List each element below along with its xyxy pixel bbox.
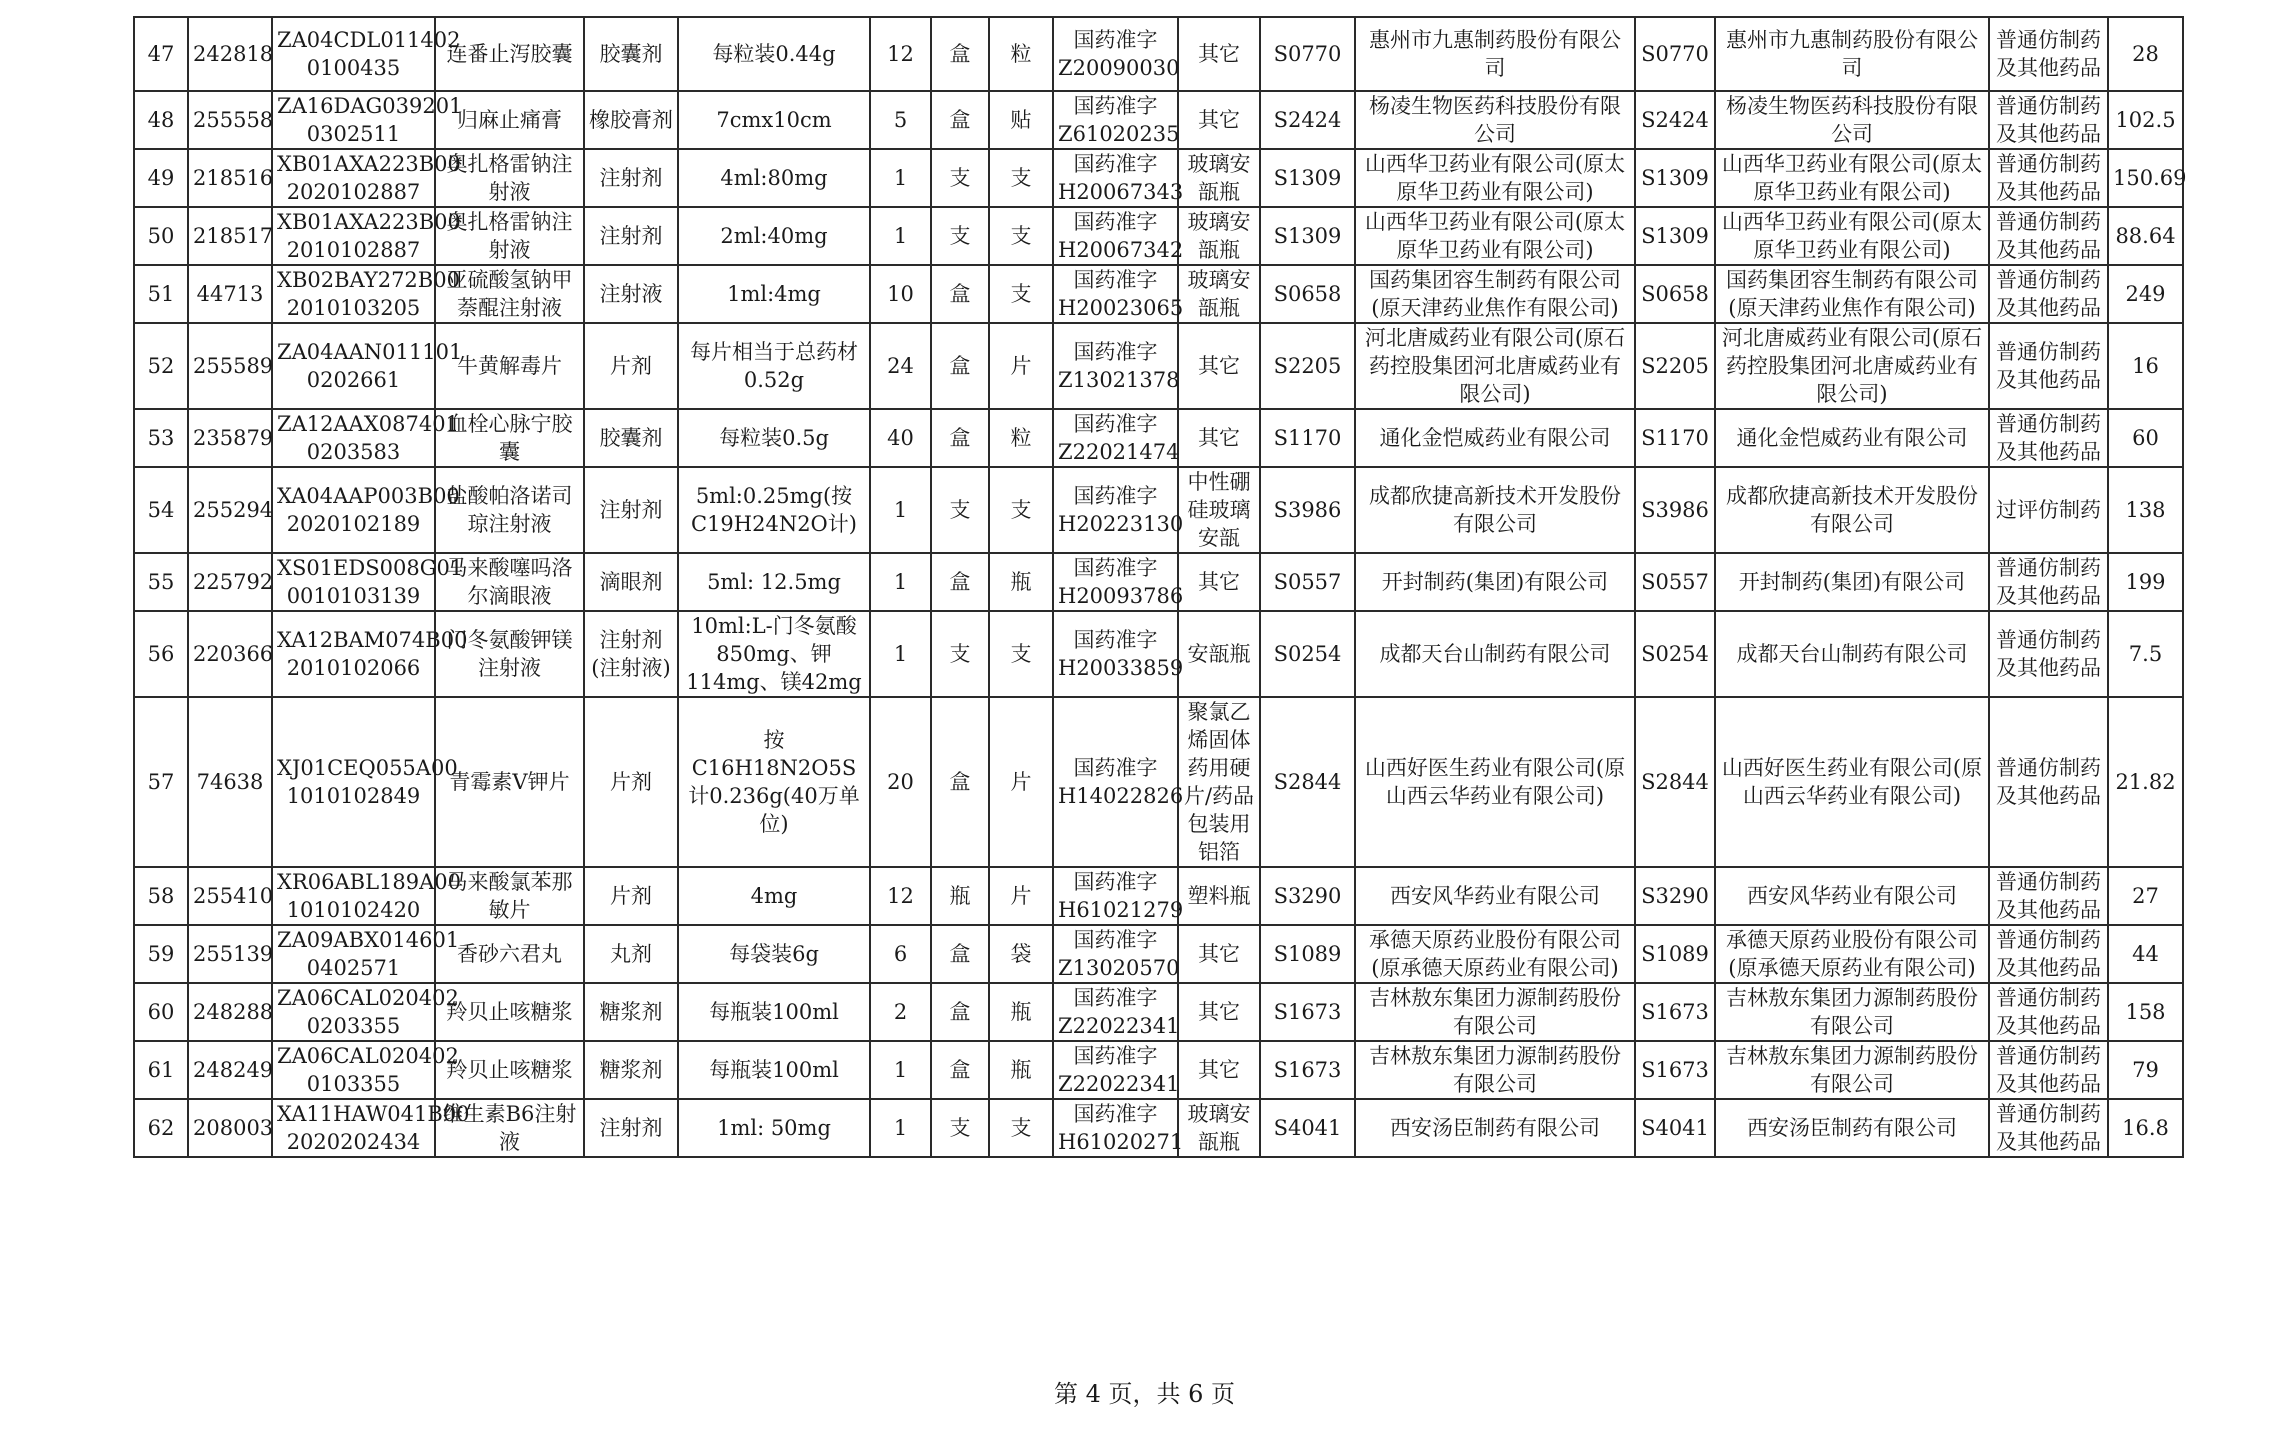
price-cell: 249 bbox=[2108, 265, 2183, 323]
manufacturer-code-cell: S4041 bbox=[1635, 1099, 1715, 1157]
min-unit-cell: 支 bbox=[989, 265, 1053, 323]
specification-cell: 按C16H18N2O5S计0.236g(40万单位) bbox=[678, 697, 870, 867]
drug-name-cell: 血栓心脉宁胶囊 bbox=[435, 409, 584, 467]
price-cell: 27 bbox=[2108, 867, 2183, 925]
drug-code-cell: XB01AXA223B00 2010102887 bbox=[272, 207, 435, 265]
approval-number-cell: 国药准字 H20067343 bbox=[1053, 149, 1178, 207]
table-row bbox=[134, 1041, 2183, 1099]
manufacturer-cell: 山西好医生药业有限公司(原山西云华药业有限公司) bbox=[1715, 697, 1989, 867]
specification-cell: 每瓶装100ml bbox=[678, 1041, 870, 1099]
drug-category-cell: 普通仿制药及其他药品 bbox=[1989, 149, 2108, 207]
drug-category-cell: 普通仿制药及其他药品 bbox=[1989, 697, 2108, 867]
manufacturer-cell: 吉林敖东集团力源制药股份有限公司 bbox=[1715, 1041, 1989, 1099]
drug-name-cell: 牛黄解毒片 bbox=[435, 323, 584, 409]
package-quantity-cell: 10 bbox=[870, 265, 931, 323]
min-unit-cell: 贴 bbox=[989, 91, 1053, 149]
marketing-authorization-holder-cell: 国药集团容生制药有限公司(原天津药业焦作有限公司) bbox=[1355, 265, 1635, 323]
dosage-form-cell: 片剂 bbox=[584, 697, 678, 867]
marketing-authorization-holder-cell: 通化金恺威药业有限公司 bbox=[1355, 409, 1635, 467]
marketing-authorization-holder-cell: 山西好医生药业有限公司(原山西云华药业有限公司) bbox=[1355, 697, 1635, 867]
marketing-authorization-holder-cell: 吉林敖东集团力源制药股份有限公司 bbox=[1355, 1041, 1635, 1099]
drug-category-cell: 普通仿制药及其他药品 bbox=[1989, 611, 2108, 697]
price-cell: 102.5 bbox=[2108, 91, 2183, 149]
row-number-cell: 60 bbox=[134, 983, 188, 1041]
table-row bbox=[134, 323, 2183, 409]
manufacturer-cell: 成都天台山制药有限公司 bbox=[1715, 611, 1989, 697]
price-cell: 60 bbox=[2108, 409, 2183, 467]
price-cell: 88.64 bbox=[2108, 207, 2183, 265]
drug-name-cell: 马来酸氯苯那敏片 bbox=[435, 867, 584, 925]
drug-category-cell: 普通仿制药及其他药品 bbox=[1989, 323, 2108, 409]
drug-code-cell: ZA16DAG039201 0302511 bbox=[272, 91, 435, 149]
specification-cell: 1ml:4mg bbox=[678, 265, 870, 323]
min-unit-cell: 支 bbox=[989, 611, 1053, 697]
min-unit-cell: 支 bbox=[989, 467, 1053, 553]
holder-code-cell: S0658 bbox=[1260, 265, 1355, 323]
drug-category-cell: 普通仿制药及其他药品 bbox=[1989, 1041, 2108, 1099]
product-code-cell: 255139 bbox=[188, 925, 272, 983]
drug-category-cell: 普通仿制药及其他药品 bbox=[1989, 925, 2108, 983]
packaging-material-cell: 聚氯乙烯固体药用硬片/药品包装用铝箔 bbox=[1178, 697, 1260, 867]
package-quantity-cell: 12 bbox=[870, 17, 931, 91]
table-row bbox=[134, 1099, 2183, 1157]
package-quantity-cell: 24 bbox=[870, 323, 931, 409]
approval-number-cell: 国药准字 Z22021474 bbox=[1053, 409, 1178, 467]
manufacturer-cell: 杨凌生物医药科技股份有限公司 bbox=[1715, 91, 1989, 149]
dosage-form-cell: 橡胶膏剂 bbox=[584, 91, 678, 149]
product-code-cell: 225792 bbox=[188, 553, 272, 611]
table-row bbox=[134, 149, 2183, 207]
drug-price-table bbox=[133, 16, 2187, 1158]
min-unit-cell: 片 bbox=[989, 697, 1053, 867]
dosage-form-cell: 胶囊剂 bbox=[584, 409, 678, 467]
approval-number-cell: 国药准字 H20023065 bbox=[1053, 265, 1178, 323]
drug-code-cell: ZA04AAN011101 0202661 bbox=[272, 323, 435, 409]
holder-code-cell: S4041 bbox=[1260, 1099, 1355, 1157]
product-code-cell: 255558 bbox=[188, 91, 272, 149]
manufacturer-cell: 吉林敖东集团力源制药股份有限公司 bbox=[1715, 983, 1989, 1041]
package-quantity-cell: 1 bbox=[870, 611, 931, 697]
table-row bbox=[134, 553, 2183, 611]
dosage-form-cell: 丸剂 bbox=[584, 925, 678, 983]
price-cell: 21.82 bbox=[2108, 697, 2183, 867]
drug-name-cell: 奥扎格雷钠注射液 bbox=[435, 149, 584, 207]
row-number-cell: 49 bbox=[134, 149, 188, 207]
min-unit-cell: 片 bbox=[989, 323, 1053, 409]
approval-number-cell: 国药准字 Z20090030 bbox=[1053, 17, 1178, 91]
drug-name-cell: 奥扎格雷钠注射液 bbox=[435, 207, 584, 265]
manufacturer-cell: 开封制药(集团)有限公司 bbox=[1715, 553, 1989, 611]
dosage-form-cell: 滴眼剂 bbox=[584, 553, 678, 611]
min-unit-cell: 瓶 bbox=[989, 1041, 1053, 1099]
drug-code-cell: ZA04CDL011402 0100435 bbox=[272, 17, 435, 91]
packaging-material-cell: 中性硼硅玻璃安瓿 bbox=[1178, 467, 1260, 553]
drug-code-cell: ZA09ABX014601 0402571 bbox=[272, 925, 435, 983]
approval-number-cell: 国药准字 Z22022341 bbox=[1053, 983, 1178, 1041]
holder-code-cell: S1309 bbox=[1260, 149, 1355, 207]
package-unit-cell: 支 bbox=[931, 1099, 989, 1157]
package-unit-cell: 支 bbox=[931, 149, 989, 207]
drug-category-cell: 普通仿制药及其他药品 bbox=[1989, 207, 2108, 265]
packaging-material-cell: 玻璃安瓿瓶 bbox=[1178, 207, 1260, 265]
specification-cell: 1ml: 50mg bbox=[678, 1099, 870, 1157]
packaging-material-cell: 玻璃安瓿瓶 bbox=[1178, 149, 1260, 207]
package-quantity-cell: 2 bbox=[870, 983, 931, 1041]
row-number-cell: 62 bbox=[134, 1099, 188, 1157]
package-quantity-cell: 1 bbox=[870, 1041, 931, 1099]
dosage-form-cell: 注射剂 bbox=[584, 1099, 678, 1157]
marketing-authorization-holder-cell: 惠州市九惠制药股份有限公司 bbox=[1355, 17, 1635, 91]
min-unit-cell: 瓶 bbox=[989, 983, 1053, 1041]
row-number-cell: 56 bbox=[134, 611, 188, 697]
package-unit-cell: 盒 bbox=[931, 1041, 989, 1099]
table-row bbox=[134, 697, 2183, 867]
min-unit-cell: 粒 bbox=[989, 17, 1053, 91]
holder-code-cell: S0254 bbox=[1260, 611, 1355, 697]
package-quantity-cell: 1 bbox=[870, 207, 931, 265]
approval-number-cell: 国药准字 Z61020235 bbox=[1053, 91, 1178, 149]
packaging-material-cell: 其它 bbox=[1178, 409, 1260, 467]
product-code-cell: 248249 bbox=[188, 1041, 272, 1099]
specification-cell: 5ml: 12.5mg bbox=[678, 553, 870, 611]
table-row bbox=[134, 867, 2183, 925]
row-number-cell: 58 bbox=[134, 867, 188, 925]
min-unit-cell: 支 bbox=[989, 207, 1053, 265]
packaging-material-cell: 其它 bbox=[1178, 925, 1260, 983]
manufacturer-code-cell: S1673 bbox=[1635, 983, 1715, 1041]
drug-code-cell: XA12BAM074B00 2010102066 bbox=[272, 611, 435, 697]
specification-cell: 4ml:80mg bbox=[678, 149, 870, 207]
product-code-cell: 255294 bbox=[188, 467, 272, 553]
specification-cell: 2ml:40mg bbox=[678, 207, 870, 265]
packaging-material-cell: 其它 bbox=[1178, 1041, 1260, 1099]
manufacturer-cell: 成都欣捷高新技术开发股份有限公司 bbox=[1715, 467, 1989, 553]
row-number-cell: 54 bbox=[134, 467, 188, 553]
specification-cell: 每粒装0.5g bbox=[678, 409, 870, 467]
drug-category-cell: 普通仿制药及其他药品 bbox=[1989, 1099, 2108, 1157]
holder-code-cell: S2844 bbox=[1260, 697, 1355, 867]
table-row bbox=[134, 207, 2183, 265]
package-quantity-cell: 6 bbox=[870, 925, 931, 983]
package-quantity-cell: 12 bbox=[870, 867, 931, 925]
dosage-form-cell: 注射液 bbox=[584, 265, 678, 323]
packaging-material-cell: 其它 bbox=[1178, 983, 1260, 1041]
product-code-cell: 220366 bbox=[188, 611, 272, 697]
approval-number-cell: 国药准字 H20033859 bbox=[1053, 611, 1178, 697]
holder-code-cell: S1089 bbox=[1260, 925, 1355, 983]
dosage-form-cell: 片剂 bbox=[584, 867, 678, 925]
product-code-cell: 218517 bbox=[188, 207, 272, 265]
drug-code-cell: XA11HAW041B00 2020202434 bbox=[272, 1099, 435, 1157]
holder-code-cell: S3290 bbox=[1260, 867, 1355, 925]
manufacturer-cell: 山西华卫药业有限公司(原太原华卫药业有限公司) bbox=[1715, 207, 1989, 265]
manufacturer-code-cell: S1309 bbox=[1635, 207, 1715, 265]
specification-cell: 每片相当于总药材0.52g bbox=[678, 323, 870, 409]
table-row bbox=[134, 983, 2183, 1041]
approval-number-cell: 国药准字 Z13021378 bbox=[1053, 323, 1178, 409]
manufacturer-code-cell: S1309 bbox=[1635, 149, 1715, 207]
product-code-cell: 255410 bbox=[188, 867, 272, 925]
price-cell: 44 bbox=[2108, 925, 2183, 983]
drug-category-cell: 普通仿制药及其他药品 bbox=[1989, 409, 2108, 467]
marketing-authorization-holder-cell: 承德天原药业股份有限公司(原承德天原药业有限公司) bbox=[1355, 925, 1635, 983]
manufacturer-cell: 惠州市九惠制药股份有限公司 bbox=[1715, 17, 1989, 91]
holder-code-cell: S1309 bbox=[1260, 207, 1355, 265]
manufacturer-code-cell: S2844 bbox=[1635, 697, 1715, 867]
row-number-cell: 48 bbox=[134, 91, 188, 149]
specification-cell: 每瓶装100ml bbox=[678, 983, 870, 1041]
manufacturer-cell: 承德天原药业股份有限公司(原承德天原药业有限公司) bbox=[1715, 925, 1989, 983]
holder-code-cell: S2424 bbox=[1260, 91, 1355, 149]
manufacturer-cell: 国药集团容生制药有限公司(原天津药业焦作有限公司) bbox=[1715, 265, 1989, 323]
package-unit-cell: 盒 bbox=[931, 323, 989, 409]
approval-number-cell: 国药准字 H61021279 bbox=[1053, 867, 1178, 925]
row-number-cell: 52 bbox=[134, 323, 188, 409]
packaging-material-cell: 其它 bbox=[1178, 553, 1260, 611]
packaging-material-cell: 玻璃安瓿瓶 bbox=[1178, 1099, 1260, 1157]
table-row bbox=[134, 17, 2183, 91]
holder-code-cell: S1673 bbox=[1260, 1041, 1355, 1099]
manufacturer-code-cell: S3290 bbox=[1635, 867, 1715, 925]
drug-code-cell: XB02BAY272B00 2010103205 bbox=[272, 265, 435, 323]
manufacturer-code-cell: S2424 bbox=[1635, 91, 1715, 149]
drug-code-cell: XA04AAP003B00 2020102189 bbox=[272, 467, 435, 553]
package-quantity-cell: 20 bbox=[870, 697, 931, 867]
manufacturer-code-cell: S1673 bbox=[1635, 1041, 1715, 1099]
dosage-form-cell: 注射剂 bbox=[584, 467, 678, 553]
approval-number-cell: 国药准字 H20223130 bbox=[1053, 467, 1178, 553]
table-row bbox=[134, 409, 2183, 467]
specification-cell: 每粒装0.44g bbox=[678, 17, 870, 91]
package-unit-cell: 支 bbox=[931, 467, 989, 553]
package-quantity-cell: 1 bbox=[870, 467, 931, 553]
approval-number-cell: 国药准字 Z13020570 bbox=[1053, 925, 1178, 983]
specification-cell: 4mg bbox=[678, 867, 870, 925]
marketing-authorization-holder-cell: 杨凌生物医药科技股份有限公司 bbox=[1355, 91, 1635, 149]
manufacturer-code-cell: S0557 bbox=[1635, 553, 1715, 611]
product-code-cell: 235879 bbox=[188, 409, 272, 467]
marketing-authorization-holder-cell: 成都天台山制药有限公司 bbox=[1355, 611, 1635, 697]
package-unit-cell: 盒 bbox=[931, 983, 989, 1041]
drug-category-cell: 过评仿制药 bbox=[1989, 467, 2108, 553]
min-unit-cell: 支 bbox=[989, 149, 1053, 207]
dosage-form-cell: 糖浆剂 bbox=[584, 1041, 678, 1099]
drug-code-cell: ZA06CAL020402 0203355 bbox=[272, 983, 435, 1041]
table-row bbox=[134, 91, 2183, 149]
package-unit-cell: 盒 bbox=[931, 91, 989, 149]
drug-name-cell: 青霉素V钾片 bbox=[435, 697, 584, 867]
product-code-cell: 218516 bbox=[188, 149, 272, 207]
price-cell: 16.8 bbox=[2108, 1099, 2183, 1157]
price-cell: 7.5 bbox=[2108, 611, 2183, 697]
package-unit-cell: 盒 bbox=[931, 265, 989, 323]
holder-code-cell: S0557 bbox=[1260, 553, 1355, 611]
marketing-authorization-holder-cell: 山西华卫药业有限公司(原太原华卫药业有限公司) bbox=[1355, 149, 1635, 207]
marketing-authorization-holder-cell: 西安风华药业有限公司 bbox=[1355, 867, 1635, 925]
approval-number-cell: 国药准字 H20067342 bbox=[1053, 207, 1178, 265]
specification-cell: 每袋装6g bbox=[678, 925, 870, 983]
table-row bbox=[134, 467, 2183, 553]
row-number-cell: 57 bbox=[134, 697, 188, 867]
drug-code-cell: XR06ABL189A00 1010102420 bbox=[272, 867, 435, 925]
package-unit-cell: 瓶 bbox=[931, 867, 989, 925]
specification-cell: 10ml:L-门冬氨酸850mg、钾114mg、镁42mg bbox=[678, 611, 870, 697]
row-number-cell: 61 bbox=[134, 1041, 188, 1099]
row-number-cell: 53 bbox=[134, 409, 188, 467]
drug-name-cell: 盐酸帕洛诺司琼注射液 bbox=[435, 467, 584, 553]
table-row bbox=[134, 925, 2183, 983]
price-cell: 199 bbox=[2108, 553, 2183, 611]
price-cell: 158 bbox=[2108, 983, 2183, 1041]
packaging-material-cell: 其它 bbox=[1178, 91, 1260, 149]
package-quantity-cell: 1 bbox=[870, 1099, 931, 1157]
package-unit-cell: 盒 bbox=[931, 697, 989, 867]
table-row bbox=[134, 265, 2183, 323]
drug-category-cell: 普通仿制药及其他药品 bbox=[1989, 265, 2108, 323]
package-quantity-cell: 1 bbox=[870, 553, 931, 611]
marketing-authorization-holder-cell: 西安汤臣制药有限公司 bbox=[1355, 1099, 1635, 1157]
drug-name-cell: 香砂六君丸 bbox=[435, 925, 584, 983]
row-number-cell: 55 bbox=[134, 553, 188, 611]
drug-code-cell: XS01EDS008G01 0010103139 bbox=[272, 553, 435, 611]
drug-category-cell: 普通仿制药及其他药品 bbox=[1989, 867, 2108, 925]
marketing-authorization-holder-cell: 山西华卫药业有限公司(原太原华卫药业有限公司) bbox=[1355, 207, 1635, 265]
min-unit-cell: 粒 bbox=[989, 409, 1053, 467]
drug-name-cell: 羚贝止咳糖浆 bbox=[435, 1041, 584, 1099]
drug-name-cell: 马来酸噻吗洛尔滴眼液 bbox=[435, 553, 584, 611]
approval-number-cell: 国药准字 H20093786 bbox=[1053, 553, 1178, 611]
packaging-material-cell: 安瓿瓶 bbox=[1178, 611, 1260, 697]
manufacturer-code-cell: S2205 bbox=[1635, 323, 1715, 409]
dosage-form-cell: 片剂 bbox=[584, 323, 678, 409]
dosage-form-cell: 胶囊剂 bbox=[584, 17, 678, 91]
marketing-authorization-holder-cell: 吉林敖东集团力源制药股份有限公司 bbox=[1355, 983, 1635, 1041]
table-body bbox=[134, 17, 2187, 1157]
holder-code-cell: S0770 bbox=[1260, 17, 1355, 91]
min-unit-cell: 袋 bbox=[989, 925, 1053, 983]
price-cell: 79 bbox=[2108, 1041, 2183, 1099]
page-footer: 第 4 页，共 6 页 bbox=[1053, 1380, 1236, 1408]
min-unit-cell: 支 bbox=[989, 1099, 1053, 1157]
drug-name-cell: 门冬氨酸钾镁注射液 bbox=[435, 611, 584, 697]
holder-code-cell: S1673 bbox=[1260, 983, 1355, 1041]
price-cell: 16 bbox=[2108, 323, 2183, 409]
drug-code-cell: ZA12AAX087401 0203583 bbox=[272, 409, 435, 467]
holder-code-cell: S2205 bbox=[1260, 323, 1355, 409]
dosage-form-cell: 注射剂 bbox=[584, 149, 678, 207]
marketing-authorization-holder-cell: 河北唐威药业有限公司(原石药控股集团河北唐威药业有限公司) bbox=[1355, 323, 1635, 409]
approval-number-cell: 国药准字 Z22022341 bbox=[1053, 1041, 1178, 1099]
min-unit-cell: 片 bbox=[989, 867, 1053, 925]
price-cell: 150.69 bbox=[2108, 149, 2183, 207]
product-code-cell: 242818 bbox=[188, 17, 272, 91]
package-quantity-cell: 40 bbox=[870, 409, 931, 467]
drug-name-cell: 维生素B6注射液 bbox=[435, 1099, 584, 1157]
drug-category-cell: 普通仿制药及其他药品 bbox=[1989, 91, 2108, 149]
manufacturer-code-cell: S3986 bbox=[1635, 467, 1715, 553]
specification-cell: 5ml:0.25mg(按C19H24N2O计) bbox=[678, 467, 870, 553]
drug-name-cell: 羚贝止咳糖浆 bbox=[435, 983, 584, 1041]
manufacturer-cell: 西安汤臣制药有限公司 bbox=[1715, 1099, 1989, 1157]
drug-name-cell: 归麻止痛膏 bbox=[435, 91, 584, 149]
holder-code-cell: S3986 bbox=[1260, 467, 1355, 553]
price-cell: 138 bbox=[2108, 467, 2183, 553]
approval-number-cell: 国药准字 H14022826 bbox=[1053, 697, 1178, 867]
package-unit-cell: 盒 bbox=[931, 553, 989, 611]
holder-code-cell: S1170 bbox=[1260, 409, 1355, 467]
packaging-material-cell: 其它 bbox=[1178, 323, 1260, 409]
marketing-authorization-holder-cell: 开封制药(集团)有限公司 bbox=[1355, 553, 1635, 611]
price-cell: 28 bbox=[2108, 17, 2183, 91]
drug-name-cell: 连番止泻胶囊 bbox=[435, 17, 584, 91]
manufacturer-cell: 河北唐威药业有限公司(原石药控股集团河北唐威药业有限公司) bbox=[1715, 323, 1989, 409]
product-code-cell: 74638 bbox=[188, 697, 272, 867]
package-unit-cell: 盒 bbox=[931, 409, 989, 467]
package-quantity-cell: 5 bbox=[870, 91, 931, 149]
approval-number-cell: 国药准字 H61020271 bbox=[1053, 1099, 1178, 1157]
min-unit-cell: 瓶 bbox=[989, 553, 1053, 611]
manufacturer-code-cell: S0770 bbox=[1635, 17, 1715, 91]
drug-code-cell: XJ01CEQ055A00 1010102849 bbox=[272, 697, 435, 867]
packaging-material-cell: 玻璃安瓿瓶 bbox=[1178, 265, 1260, 323]
manufacturer-code-cell: S0658 bbox=[1635, 265, 1715, 323]
dosage-form-cell: 注射剂 bbox=[584, 207, 678, 265]
drug-category-cell: 普通仿制药及其他药品 bbox=[1989, 17, 2108, 91]
specification-cell: 7cmx10cm bbox=[678, 91, 870, 149]
dosage-form-cell: 糖浆剂 bbox=[584, 983, 678, 1041]
row-number-cell: 50 bbox=[134, 207, 188, 265]
drug-category-cell: 普通仿制药及其他药品 bbox=[1989, 983, 2108, 1041]
product-code-cell: 208003 bbox=[188, 1099, 272, 1157]
dosage-form-cell: 注射剂(注射液) bbox=[584, 611, 678, 697]
marketing-authorization-holder-cell: 成都欣捷高新技术开发股份有限公司 bbox=[1355, 467, 1635, 553]
row-number-cell: 51 bbox=[134, 265, 188, 323]
product-code-cell: 255589 bbox=[188, 323, 272, 409]
packaging-material-cell: 其它 bbox=[1178, 17, 1260, 91]
product-code-cell: 248288 bbox=[188, 983, 272, 1041]
row-number-cell: 47 bbox=[134, 17, 188, 91]
package-unit-cell: 支 bbox=[931, 611, 989, 697]
table-row bbox=[134, 611, 2183, 697]
row-number-cell: 59 bbox=[134, 925, 188, 983]
product-code-cell: 44713 bbox=[188, 265, 272, 323]
package-unit-cell: 支 bbox=[931, 207, 989, 265]
drug-category-cell: 普通仿制药及其他药品 bbox=[1989, 553, 2108, 611]
package-unit-cell: 盒 bbox=[931, 17, 989, 91]
manufacturer-cell: 通化金恺威药业有限公司 bbox=[1715, 409, 1989, 467]
manufacturer-code-cell: S1089 bbox=[1635, 925, 1715, 983]
package-unit-cell: 盒 bbox=[931, 925, 989, 983]
manufacturer-code-cell: S0254 bbox=[1635, 611, 1715, 697]
manufacturer-code-cell: S1170 bbox=[1635, 409, 1715, 467]
drug-code-cell: ZA06CAL020402 0103355 bbox=[272, 1041, 435, 1099]
drug-code-cell: XB01AXA223B00 2020102887 bbox=[272, 149, 435, 207]
drug-name-cell: 亚硫酸氢钠甲萘醌注射液 bbox=[435, 265, 584, 323]
package-quantity-cell: 1 bbox=[870, 149, 931, 207]
manufacturer-cell: 西安风华药业有限公司 bbox=[1715, 867, 1989, 925]
manufacturer-cell: 山西华卫药业有限公司(原太原华卫药业有限公司) bbox=[1715, 149, 1989, 207]
packaging-material-cell: 塑料瓶 bbox=[1178, 867, 1260, 925]
